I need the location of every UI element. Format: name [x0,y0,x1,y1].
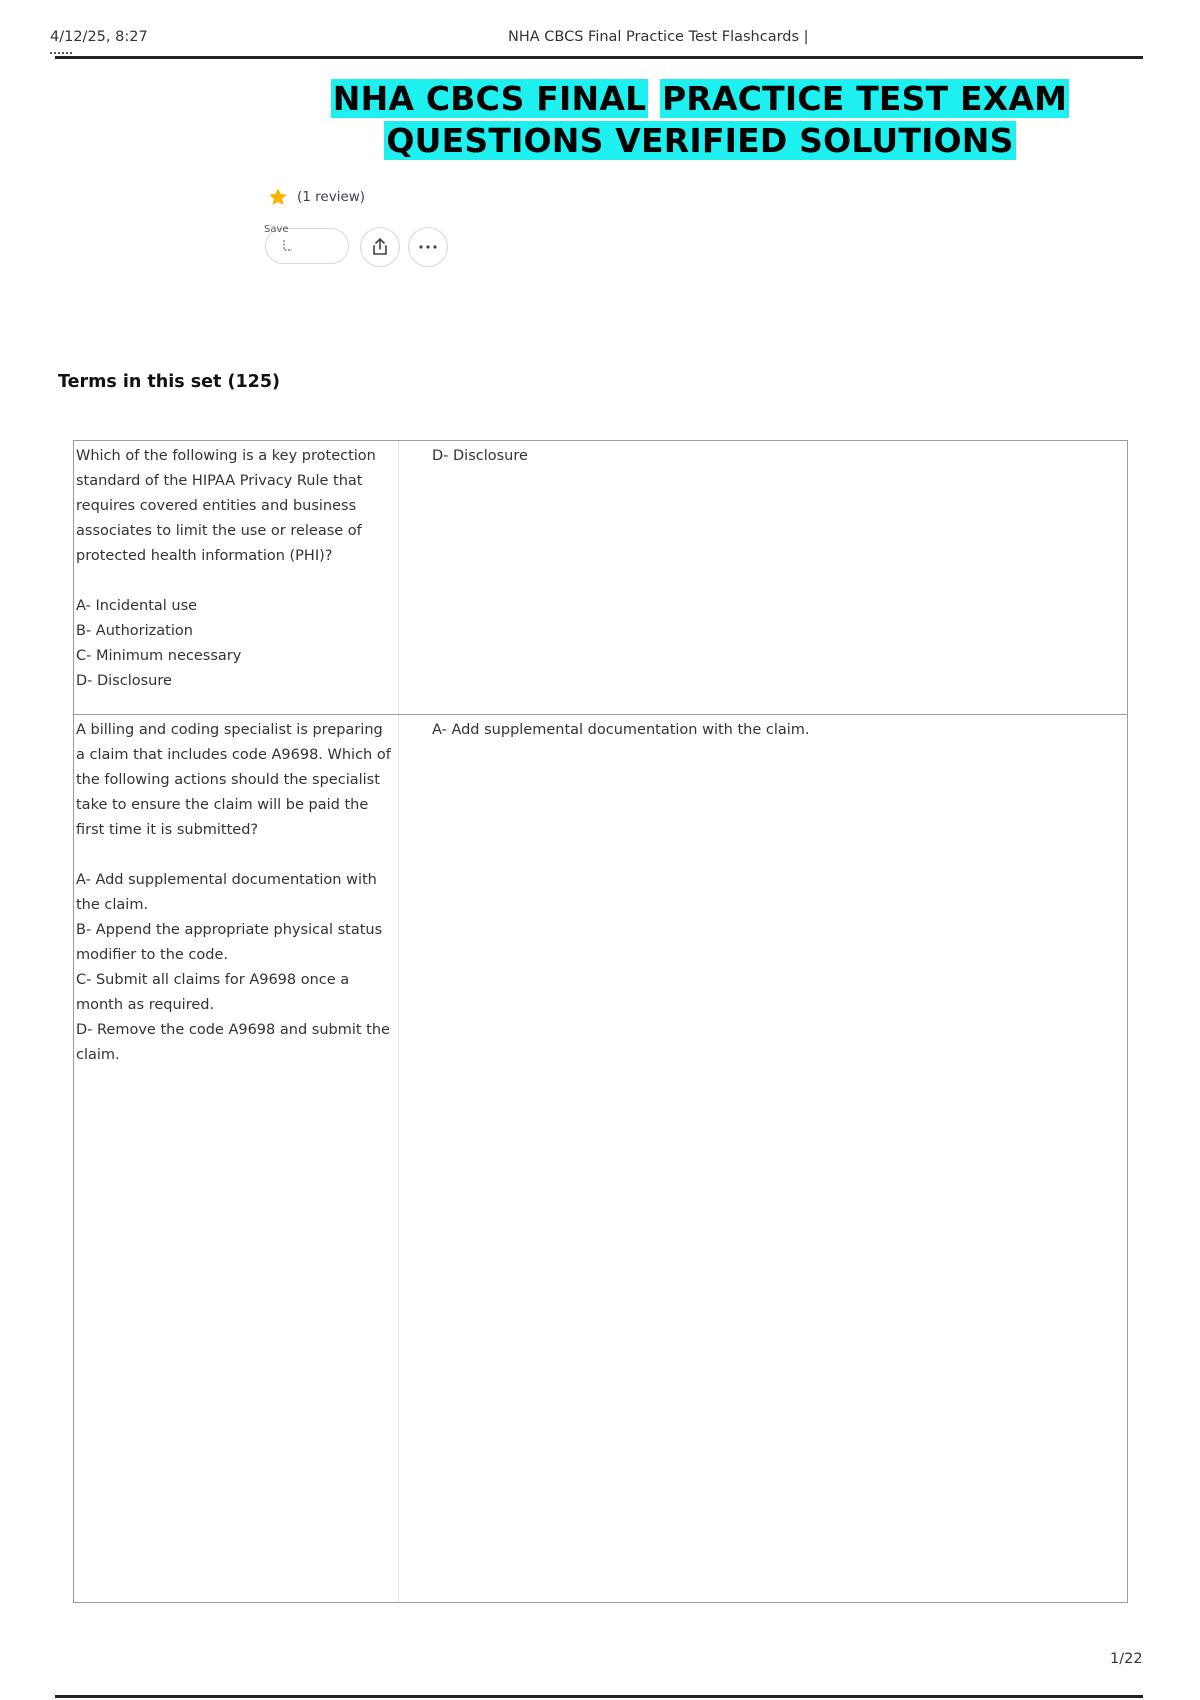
title-line2: QUESTIONS VERIFIED SOLUTIONS [386,121,1014,160]
option-b: B- Append the appropriate physical status modifier to the code. [76,922,383,963]
print-date: 4/12/25, 8:27 [50,29,148,45]
header-divider [55,56,1143,59]
share-icon [370,237,390,257]
option-d: D- Remove the code A9698 and submit the claim. [76,1022,390,1063]
star-icon [267,186,289,208]
column-divider [398,715,399,1601]
terms-heading: Terms in this set (125) [58,372,281,392]
term-question [76,444,394,694]
title-line1-part2: PRACTICE TEST EXAM [662,79,1068,118]
term-answer: D- Disclosure [432,448,528,464]
footer-divider [55,1695,1143,1698]
more-horizontal-icon [417,244,439,250]
term-question [76,718,394,1068]
rating [267,186,365,208]
document-title [300,78,1100,162]
question-text: Which of the following is a key protection standard of the HIPAA Privacy Rule that requires covered entities and business associates to limit the use or release of protected health information (PHI)? [76,448,376,564]
save-label: Save [264,224,289,235]
option-c: C- Submit all claims for A9698 once a month as required. [76,972,350,1013]
page-number: 1/22 [1110,1651,1143,1667]
column-divider [398,441,399,714]
more-options-button[interactable] [408,227,448,267]
review-count[interactable]: (1 review) [297,189,366,205]
flashcard-list [73,440,1128,1603]
option-c: C- Minimum necessary [76,648,242,664]
option-d: D- Disclosure [76,673,172,689]
flashcard-row [74,715,1127,1601]
option-b: B- Authorization [76,623,193,639]
print-page-title: NHA CBCS Final Practice Test Flashcards | [508,29,809,45]
title-line1-part1: NHA CBCS FINAL [332,79,647,118]
share-button[interactable] [360,227,400,267]
option-a: A- Add supplemental documentation with the claim. [76,872,377,913]
save-button[interactable] [264,224,349,264]
question-text: A billing and coding specialist is preparing a claim that includes code A9698. Which of the following actions should the specialist take to ensure the claim will be paid the first time it is submitted? [76,722,391,838]
bookmark-icon [283,239,293,251]
flashcard-row [74,441,1127,715]
option-a: A- Incidental use [76,598,198,614]
term-answer: A- Add supplemental documentation with the claim. [432,722,810,738]
